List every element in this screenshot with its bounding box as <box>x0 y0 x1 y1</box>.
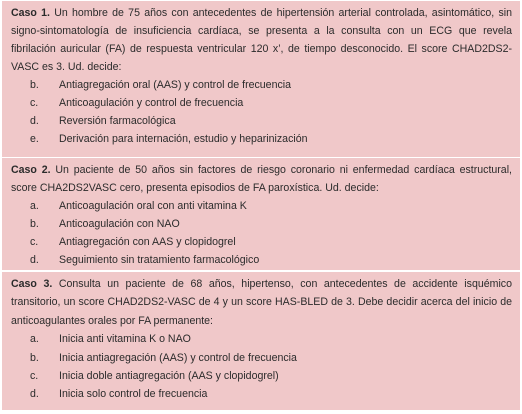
option-letter: a. <box>30 200 39 212</box>
option-letter: b. <box>30 218 39 230</box>
case-3-option-b[interactable] <box>30 349 512 367</box>
case-1-options <box>11 76 512 148</box>
case-3-statement <box>11 275 512 330</box>
option-letter: b. <box>30 351 39 364</box>
option-letter: a. <box>30 333 39 346</box>
option-text: Anticoagulación oral con anti vitamina K <box>59 200 247 212</box>
option-text: Seguimiento sin tratamiento farmacológico <box>59 254 260 266</box>
option-text: Inicia antiagregación (AAS) y control de frecuencia <box>59 351 297 364</box>
case-1-statement <box>11 4 512 76</box>
case-3-options <box>11 330 512 404</box>
case-3-option-a[interactable] <box>30 330 512 348</box>
case-1-option-b[interactable] <box>30 76 512 94</box>
case-1-title: Caso 1. <box>11 7 50 19</box>
case-1-option-c[interactable] <box>30 94 512 112</box>
option-text: Reversión farmacológica <box>59 115 176 127</box>
case-3-title: Caso 3. <box>11 278 53 290</box>
case-2-statement <box>11 161 512 197</box>
case-2-text: Un paciente de 50 años sin factores de riesgo coronario ni enfermedad cardíaca estructural, score CHA2DS2VASC cero, presenta episodios de FA paroxística. Ud. decide: <box>11 164 512 194</box>
case-2-options <box>11 197 512 269</box>
option-text: Antiagregación oral (AAS) y control de frecuencia <box>59 79 292 91</box>
case-1-option-d[interactable] <box>30 112 512 130</box>
case-1-panel <box>2 1 520 157</box>
case-2-panel <box>2 157 520 270</box>
case-2-title: Caso 2. <box>11 164 51 176</box>
option-text: Inicia anti vitamina K o NAO <box>59 333 191 346</box>
case-2-option-c[interactable] <box>30 233 512 251</box>
case-3-panel <box>2 270 520 410</box>
option-text: Derivación para internación, estudio y heparinización <box>59 133 308 145</box>
option-letter: c. <box>30 370 39 383</box>
case-3-option-c[interactable] <box>30 367 512 385</box>
case-3-option-d[interactable] <box>30 385 512 403</box>
option-letter: c. <box>30 97 39 109</box>
case-1-option-e[interactable] <box>30 130 512 148</box>
option-text: Inicia doble antiagregación (AAS y clopidogrel) <box>59 370 279 383</box>
option-text: Inicia solo control de frecuencia <box>59 388 208 401</box>
option-text: Anticoagulación y control de frecuencia <box>59 97 244 109</box>
case-3-text: Consulta un paciente de 68 años, hipertenso, con antecedentes de accidente isquémico transitorio, un score CHAD2DS2-VASC de 4 y un score HAS-BLED de 3. Debe decidir acerca del inicio de anticoagulantes orales por FA permanente: <box>11 278 512 327</box>
option-letter: d. <box>30 115 39 127</box>
option-letter: e. <box>30 133 39 145</box>
option-text: Antiagregación con AAS y clopidogrel <box>59 236 236 248</box>
option-letter: d. <box>30 254 39 266</box>
case-2-option-b[interactable] <box>30 215 512 233</box>
case-1-text: Un hombre de 75 años con antecedentes de hipertensión arterial controlada, asintomático, sin signo-sintomatología de insuficiencia cardíaca, se presenta a la consulta con un ECG que revela fibrilación auricular (FA) de respuesta ventricular 120 x’, de tiempo desconocido. El score CHAD2DS2-VASC es 3. Ud. decide: <box>11 7 512 73</box>
option-letter: c. <box>30 236 39 248</box>
option-letter: b. <box>30 79 39 91</box>
option-text: Anticoagulación con NAO <box>59 218 180 230</box>
case-2-option-d[interactable] <box>30 251 512 269</box>
case-2-option-a[interactable] <box>30 197 512 215</box>
option-letter: d. <box>30 388 39 401</box>
